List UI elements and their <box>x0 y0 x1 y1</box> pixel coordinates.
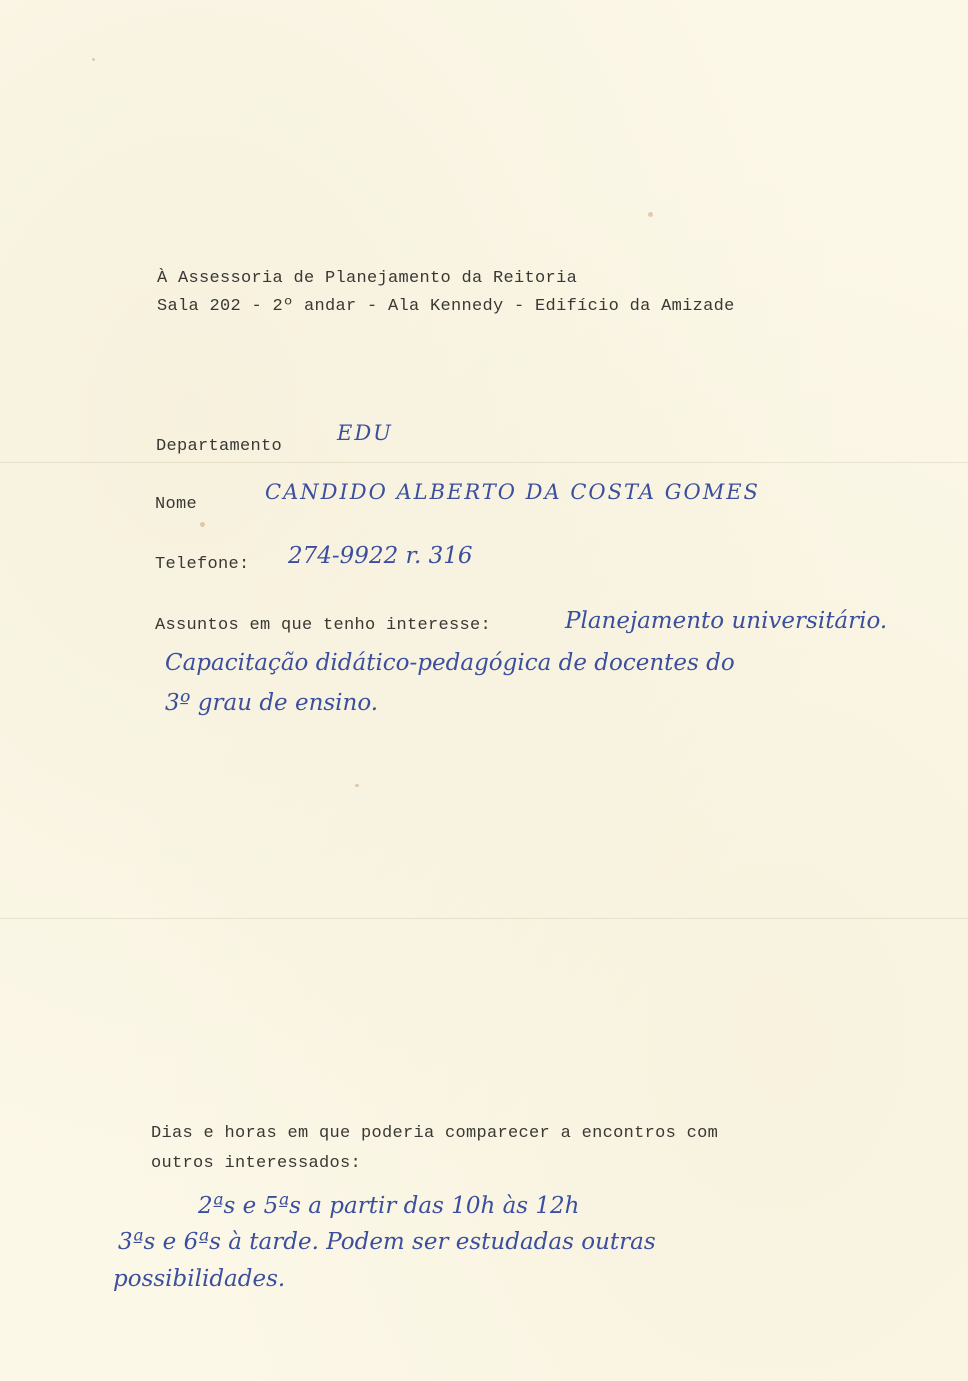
telefone-label: Telefone: <box>155 555 250 574</box>
dias-horas-value-line-3: possibilidades. <box>113 1266 286 1292</box>
assuntos-label: Assuntos em que tenho interesse: <box>155 616 492 635</box>
header-line-1: À Assessoria de Planejamento da Reitoria <box>157 269 578 288</box>
dias-horas-label-line-2: outros interessados: <box>151 1154 362 1173</box>
dias-horas-value-line-1: 2ªs e 5ªs a partir das 10h às 12h <box>198 1193 580 1219</box>
nome-label: Nome <box>155 495 198 514</box>
paper-spot <box>648 212 653 217</box>
assuntos-value-line-1: Planejamento universitário. <box>565 608 888 634</box>
paper-fold-line <box>0 462 968 463</box>
dias-horas-value-line-2: 3ªs e 6ªs à tarde. Podem ser estudadas outras <box>118 1229 656 1255</box>
assuntos-value-line-3: 3º grau de ensino. <box>165 690 379 716</box>
paper-spot <box>200 522 205 527</box>
telefone-value: 274-9922 r. 316 <box>288 543 473 569</box>
paper-spot <box>355 784 359 787</box>
nome-value: CANDIDO ALBERTO DA COSTA GOMES <box>265 480 760 504</box>
paper-fold-line <box>0 918 968 919</box>
dias-horas-label-line-1: Dias e horas em que poderia comparecer a encontros com <box>151 1124 719 1143</box>
header-line-2: Sala 202 - 2º andar - Ala Kennedy - Edifício da Amizade <box>157 297 735 316</box>
assuntos-value-line-2: Capacitação didático-pedagógica de docentes do <box>165 650 735 676</box>
paper-spot <box>92 58 95 61</box>
departamento-label: Departamento <box>156 437 283 456</box>
departamento-value: EDU <box>337 421 393 445</box>
